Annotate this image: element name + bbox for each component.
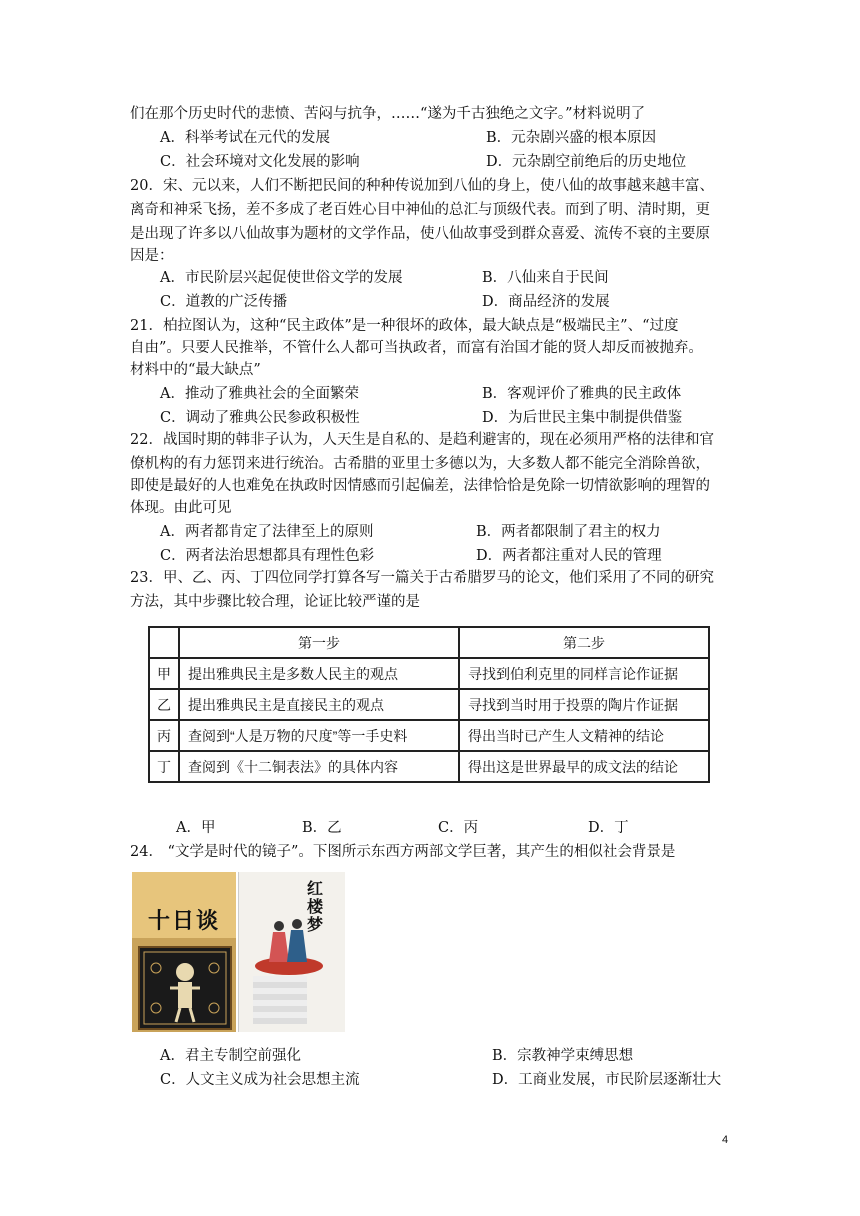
table-row (149, 658, 709, 689)
table-header-cell (149, 627, 179, 658)
q23-option-b: B．乙 (302, 820, 342, 836)
dream-red-chamber-title: 红楼梦 (307, 879, 324, 934)
q20-option-d: D．商品经济的发展 (482, 294, 610, 310)
q21-line-1: 21．柏拉图认为，这种“民主政体”是一种很坏的政体，最大缺点是“极端民主”、“过度 (130, 318, 679, 334)
q21-option-c: C．调动了雅典公民参政积极性 (160, 410, 360, 426)
figure-illustration (249, 912, 329, 976)
table-header-cell: 第二步 (459, 627, 709, 658)
q21-option-a: A．推动了雅典社会的全面繁荣 (160, 386, 359, 402)
table-cell-student: 丙 (149, 720, 179, 751)
table-header-cell: 第一步 (179, 627, 459, 658)
table-row (149, 751, 709, 782)
q24-text: 24． “文学是时代的镜子”。下图所示东西方两部文学巨著，其产生的相似社会背景是 (130, 844, 676, 860)
table-row (149, 689, 709, 720)
q22-option-b: B．两者都限制了君主的权力 (476, 524, 661, 540)
q21-option-d: D．为后世民主集中制提供借鉴 (482, 410, 683, 426)
table-cell-step1: 提出雅典民主是直接民主的观点 (179, 689, 459, 720)
table-header-row (149, 627, 709, 658)
table-cell-student: 丁 (149, 751, 179, 782)
q19-option-b: B．元杂剧兴盛的根本原因 (486, 130, 657, 146)
q21-option-b: B．客观评价了雅典的民主政体 (482, 386, 682, 402)
table-cell-step2: 得出这是世界最早的成文法的结论 (459, 751, 709, 782)
q23-line-2: 方法，其中步骤比较合理，论证比较严谨的是 (130, 594, 420, 610)
q20-option-a: A．市民阶层兴起促使世俗文学的发展 (160, 270, 403, 286)
q24-option-d: D．工商业发展，市民阶层逐渐壮大 (492, 1072, 722, 1088)
q20-line-1: 20．宋、元以来，人们不断把民间的种种传说加到八仙的身上，使八仙的故事越来越丰富、 (130, 178, 714, 194)
dream-red-chamber-cover (238, 872, 345, 1032)
q19-option-a: A．科举考试在元代的发展 (160, 130, 330, 146)
q23-option-a: A．甲 (176, 820, 216, 836)
q22-line-4: 体现。由此可见 (130, 500, 232, 516)
table-cell-step1: 提出雅典民主是多数人民主的观点 (179, 658, 459, 689)
q23-option-c: C．丙 (438, 820, 479, 836)
q22-option-c: C．两者法治思想都具有理性色彩 (160, 548, 375, 564)
page-number: 4 (722, 1134, 729, 1146)
q20-option-b: B．八仙来自于民间 (482, 270, 609, 286)
q20-line-2: 离奇和神采飞扬，差不多成了老百姓心目中神仙的总汇与顶级代表。而到了明、清时期，更 (130, 202, 710, 218)
table-cell-student: 甲 (149, 658, 179, 689)
table-cell-step2: 寻找到伯利克里的同样言论作证据 (459, 658, 709, 689)
q23-option-d: D．丁 (588, 820, 629, 836)
q20-option-c: C．道教的广泛传播 (160, 294, 288, 310)
q24-option-b: B．宗教神学束缚思想 (492, 1048, 634, 1064)
table-cell-student: 乙 (149, 689, 179, 720)
q21-line-3: 材料中的“最大缺点” (130, 362, 261, 378)
decameron-illustration (138, 946, 232, 1030)
table-cell-step1: 查阅到《十二铜表法》的具体内容 (179, 751, 459, 782)
q24-option-a: A．君主专制空前强化 (160, 1048, 301, 1064)
q22-option-d: D．两者都注重对人民的管理 (476, 548, 662, 564)
q23-line-1: 23．甲、乙、丙、丁四位同学打算各写一篇关于古希腊罗马的论文，他们采用了不同的研究 (130, 570, 714, 586)
q19-text: 们在那个历史时代的悲愤、苦闷与抗争，……“遂为千古独绝之文字。”材料说明了 (130, 106, 646, 122)
q22-line-1: 22．战国时期的韩非子认为，人天生是自私的、是趋利避害的，现在必须用严格的法律和官 (130, 432, 714, 448)
q22-line-3: 即使是最好的人也难免在执政时因情感而引起偏差，法律恰恰是免除一切情欲影响的理智的 (130, 478, 710, 494)
q22-line-2: 僚机构的有力惩罚来进行统治。古希腊的亚里士多德以为，大多数人都不能完全消除兽欲， (130, 456, 710, 472)
q22-option-a: A．两者都肯定了法律至上的原则 (160, 524, 374, 540)
table-cell-step1: 查阅到“人是万物的尺度”等一手史料 (179, 720, 459, 751)
research-method-table (148, 626, 710, 783)
table-cell-step2: 寻找到当时用于投票的陶片作证据 (459, 689, 709, 720)
cover-pattern (253, 976, 307, 1024)
table-row (149, 720, 709, 751)
book-covers-image (132, 872, 344, 1032)
q19-option-d: D．元杂剧空前绝后的历史地位 (486, 154, 687, 170)
q20-line-4: 因是： (130, 248, 174, 264)
q21-line-2: 自由”。只要人民推举，不管什么人都可当执政者，而富有治国才能的贤人却反而被抛弃。 (130, 340, 703, 356)
decameron-cover (132, 872, 236, 1032)
q19-option-c: C．社会环境对文化发展的影响 (160, 154, 360, 170)
decameron-title: 十日谈 (147, 909, 220, 934)
q20-line-3: 是出现了许多以八仙故事为题材的文学作品，使八仙故事受到群众喜爱、流传不衰的主要原 (130, 226, 710, 242)
table-cell-step2: 得出当时已产生人文精神的结论 (459, 720, 709, 751)
q24-option-c: C．人文主义成为社会思想主流 (160, 1072, 360, 1088)
